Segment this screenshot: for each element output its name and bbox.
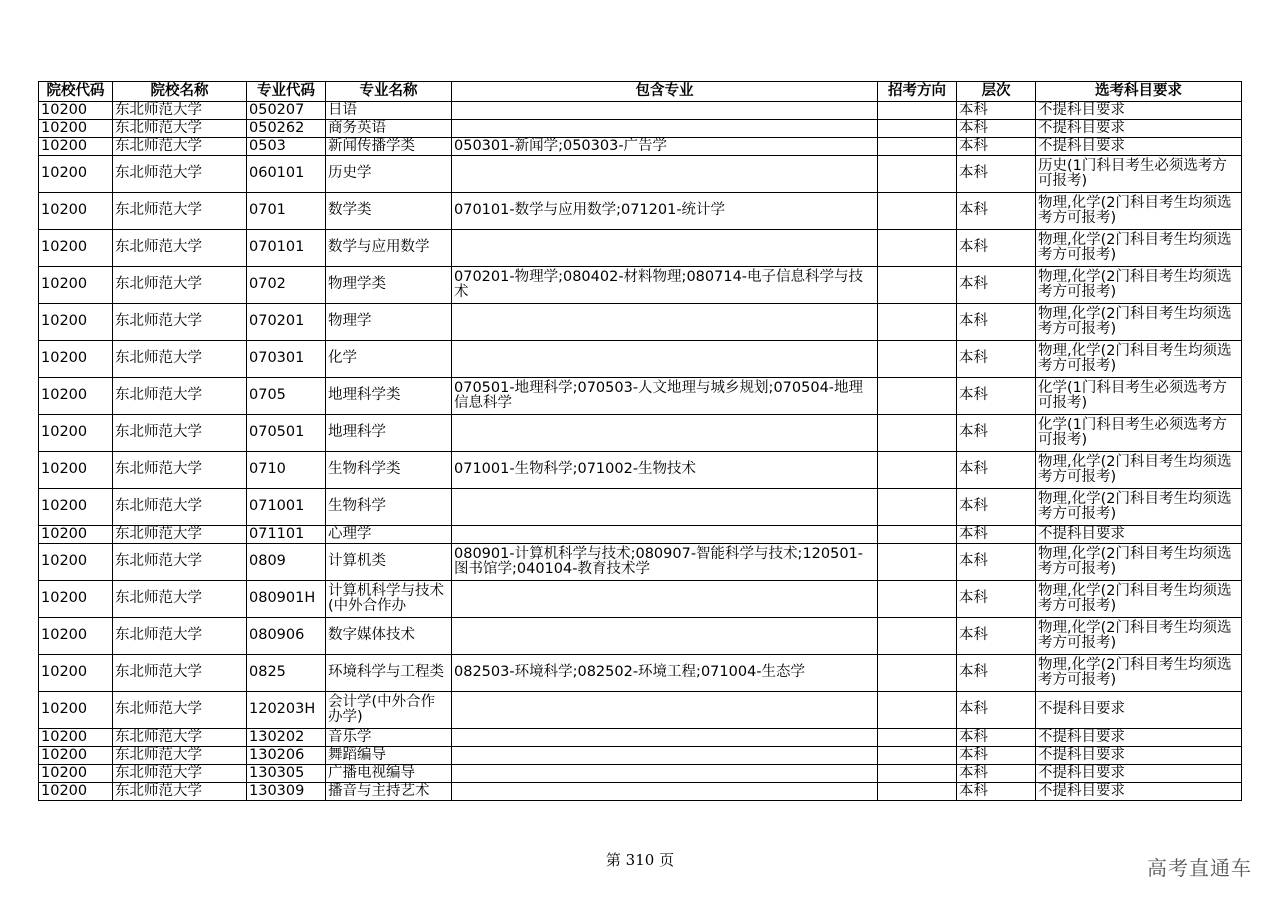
school-name-cell: 东北师范大学 bbox=[113, 655, 247, 692]
school-name-cell: 东北师范大学 bbox=[113, 193, 247, 230]
direction-cell bbox=[878, 692, 957, 729]
table-row bbox=[39, 729, 1242, 747]
school-code-cell: 10200 bbox=[39, 452, 113, 489]
subject-requirement-cell: 物理,化学(2门科目考生均须选考方可报考) bbox=[1036, 581, 1242, 618]
major-code-cell: 050207 bbox=[247, 102, 326, 120]
school-code-cell: 10200 bbox=[39, 526, 113, 544]
level-cell: 本科 bbox=[957, 765, 1036, 783]
subject-requirement-cell: 物理,化学(2门科目考生均须选考方可报考) bbox=[1036, 193, 1242, 230]
table-row bbox=[39, 156, 1242, 193]
subject-requirement-cell: 不提科目要求 bbox=[1036, 783, 1242, 801]
school-name-cell: 东北师范大学 bbox=[113, 120, 247, 138]
direction-cell bbox=[878, 729, 957, 747]
direction-cell bbox=[878, 120, 957, 138]
included-majors-cell bbox=[452, 729, 878, 747]
school-code-cell: 10200 bbox=[39, 489, 113, 526]
included-majors-cell bbox=[452, 489, 878, 526]
header-major-code: 专业代码 bbox=[247, 82, 326, 102]
table-row bbox=[39, 120, 1242, 138]
direction-cell bbox=[878, 452, 957, 489]
included-majors-cell bbox=[452, 747, 878, 765]
major-code-cell: 130202 bbox=[247, 729, 326, 747]
header-included-majors: 包含专业 bbox=[452, 82, 878, 102]
level-cell: 本科 bbox=[957, 655, 1036, 692]
major-name-cell: 日语 bbox=[326, 102, 452, 120]
table-row bbox=[39, 267, 1242, 304]
school-code-cell: 10200 bbox=[39, 765, 113, 783]
table-row bbox=[39, 655, 1242, 692]
included-majors-cell bbox=[452, 304, 878, 341]
level-cell: 本科 bbox=[957, 193, 1036, 230]
subject-requirement-cell: 物理,化学(2门科目考生均须选考方可报考) bbox=[1036, 489, 1242, 526]
major-name-cell: 播音与主持艺术 bbox=[326, 783, 452, 801]
major-name-cell: 新闻传播学类 bbox=[326, 138, 452, 156]
school-name-cell: 东北师范大学 bbox=[113, 618, 247, 655]
direction-cell bbox=[878, 267, 957, 304]
level-cell: 本科 bbox=[957, 156, 1036, 193]
major-code-cell: 120203H bbox=[247, 692, 326, 729]
included-majors-cell: 071001-生物科学;071002-生物技术 bbox=[452, 452, 878, 489]
direction-cell bbox=[878, 138, 957, 156]
school-name-cell: 东北师范大学 bbox=[113, 544, 247, 581]
school-name-cell: 东北师范大学 bbox=[113, 452, 247, 489]
major-code-cell: 060101 bbox=[247, 156, 326, 193]
subject-requirement-cell: 不提科目要求 bbox=[1036, 729, 1242, 747]
major-code-cell: 130309 bbox=[247, 783, 326, 801]
subject-requirement-cell: 物理,化学(2门科目考生均须选考方可报考) bbox=[1036, 341, 1242, 378]
level-cell: 本科 bbox=[957, 378, 1036, 415]
subject-requirement-cell: 不提科目要求 bbox=[1036, 765, 1242, 783]
major-code-cell: 130206 bbox=[247, 747, 326, 765]
level-cell: 本科 bbox=[957, 544, 1036, 581]
school-code-cell: 10200 bbox=[39, 378, 113, 415]
school-name-cell: 东北师范大学 bbox=[113, 692, 247, 729]
table-row bbox=[39, 452, 1242, 489]
direction-cell bbox=[878, 618, 957, 655]
major-name-cell: 心理学 bbox=[326, 526, 452, 544]
school-code-cell: 10200 bbox=[39, 193, 113, 230]
table-row bbox=[39, 304, 1242, 341]
table-row bbox=[39, 747, 1242, 765]
school-name-cell: 东北师范大学 bbox=[113, 102, 247, 120]
school-name-cell: 东北师范大学 bbox=[113, 267, 247, 304]
subject-requirement-cell: 不提科目要求 bbox=[1036, 692, 1242, 729]
major-name-cell: 广播电视编导 bbox=[326, 765, 452, 783]
major-code-cell: 130305 bbox=[247, 765, 326, 783]
major-code-cell: 080901H bbox=[247, 581, 326, 618]
included-majors-cell: 082503-环境科学;082502-环境工程;071004-生态学 bbox=[452, 655, 878, 692]
school-code-cell: 10200 bbox=[39, 230, 113, 267]
school-code-cell: 10200 bbox=[39, 692, 113, 729]
school-name-cell: 东北师范大学 bbox=[113, 489, 247, 526]
major-name-cell: 历史学 bbox=[326, 156, 452, 193]
included-majors-cell bbox=[452, 341, 878, 378]
school-name-cell: 东北师范大学 bbox=[113, 729, 247, 747]
included-majors-cell bbox=[452, 692, 878, 729]
included-majors-cell bbox=[452, 526, 878, 544]
major-code-cell: 0705 bbox=[247, 378, 326, 415]
admission-table bbox=[38, 81, 1242, 801]
school-name-cell: 东北师范大学 bbox=[113, 581, 247, 618]
major-name-cell: 地理科学类 bbox=[326, 378, 452, 415]
table-row bbox=[39, 138, 1242, 156]
level-cell: 本科 bbox=[957, 618, 1036, 655]
major-code-cell: 070201 bbox=[247, 304, 326, 341]
direction-cell bbox=[878, 102, 957, 120]
major-name-cell: 音乐学 bbox=[326, 729, 452, 747]
header-level: 层次 bbox=[957, 82, 1036, 102]
table-row bbox=[39, 230, 1242, 267]
level-cell: 本科 bbox=[957, 489, 1036, 526]
subject-requirement-cell: 物理,化学(2门科目考生均须选考方可报考) bbox=[1036, 304, 1242, 341]
subject-requirement-cell: 化学(1门科目考生必须选考方可报考) bbox=[1036, 378, 1242, 415]
subject-requirement-cell: 不提科目要求 bbox=[1036, 102, 1242, 120]
header-direction: 招考方向 bbox=[878, 82, 957, 102]
level-cell: 本科 bbox=[957, 415, 1036, 452]
table-row bbox=[39, 526, 1242, 544]
school-code-cell: 10200 bbox=[39, 304, 113, 341]
subject-requirement-cell: 物理,化学(2门科目考生均须选考方可报考) bbox=[1036, 655, 1242, 692]
subject-requirement-cell: 物理,化学(2门科目考生均须选考方可报考) bbox=[1036, 452, 1242, 489]
major-code-cell: 050262 bbox=[247, 120, 326, 138]
school-code-cell: 10200 bbox=[39, 618, 113, 655]
level-cell: 本科 bbox=[957, 304, 1036, 341]
direction-cell bbox=[878, 193, 957, 230]
major-name-cell: 物理学类 bbox=[326, 267, 452, 304]
school-code-cell: 10200 bbox=[39, 102, 113, 120]
table-row bbox=[39, 102, 1242, 120]
table-row bbox=[39, 415, 1242, 452]
major-code-cell: 0825 bbox=[247, 655, 326, 692]
school-code-cell: 10200 bbox=[39, 783, 113, 801]
major-code-cell: 080906 bbox=[247, 618, 326, 655]
direction-cell bbox=[878, 378, 957, 415]
header-school-name: 院校名称 bbox=[113, 82, 247, 102]
header-major-name: 专业名称 bbox=[326, 82, 452, 102]
subject-requirement-cell: 不提科目要求 bbox=[1036, 747, 1242, 765]
school-code-cell: 10200 bbox=[39, 544, 113, 581]
school-code-cell: 10200 bbox=[39, 415, 113, 452]
school-name-cell: 东北师范大学 bbox=[113, 304, 247, 341]
direction-cell bbox=[878, 765, 957, 783]
direction-cell bbox=[878, 304, 957, 341]
table-row bbox=[39, 193, 1242, 230]
school-code-cell: 10200 bbox=[39, 341, 113, 378]
included-majors-cell bbox=[452, 230, 878, 267]
school-name-cell: 东北师范大学 bbox=[113, 415, 247, 452]
major-name-cell: 商务英语 bbox=[326, 120, 452, 138]
level-cell: 本科 bbox=[957, 230, 1036, 267]
school-name-cell: 东北师范大学 bbox=[113, 747, 247, 765]
direction-cell bbox=[878, 581, 957, 618]
included-majors-cell bbox=[452, 120, 878, 138]
school-code-cell: 10200 bbox=[39, 747, 113, 765]
table-row bbox=[39, 544, 1242, 581]
major-code-cell: 0702 bbox=[247, 267, 326, 304]
level-cell: 本科 bbox=[957, 267, 1036, 304]
direction-cell bbox=[878, 341, 957, 378]
included-majors-cell bbox=[452, 415, 878, 452]
major-code-cell: 0710 bbox=[247, 452, 326, 489]
table-row bbox=[39, 378, 1242, 415]
table-row bbox=[39, 783, 1242, 801]
subject-requirement-cell: 物理,化学(2门科目考生均须选考方可报考) bbox=[1036, 618, 1242, 655]
direction-cell bbox=[878, 230, 957, 267]
level-cell: 本科 bbox=[957, 783, 1036, 801]
school-code-cell: 10200 bbox=[39, 138, 113, 156]
subject-requirement-cell: 不提科目要求 bbox=[1036, 138, 1242, 156]
major-name-cell: 化学 bbox=[326, 341, 452, 378]
table-row bbox=[39, 581, 1242, 618]
direction-cell bbox=[878, 156, 957, 193]
major-code-cell: 070301 bbox=[247, 341, 326, 378]
school-name-cell: 东北师范大学 bbox=[113, 230, 247, 267]
header-school-code: 院校代码 bbox=[39, 82, 113, 102]
school-name-cell: 东北师范大学 bbox=[113, 526, 247, 544]
included-majors-cell bbox=[452, 156, 878, 193]
level-cell: 本科 bbox=[957, 341, 1036, 378]
major-code-cell: 071001 bbox=[247, 489, 326, 526]
level-cell: 本科 bbox=[957, 729, 1036, 747]
school-name-cell: 东北师范大学 bbox=[113, 378, 247, 415]
direction-cell bbox=[878, 489, 957, 526]
school-name-cell: 东北师范大学 bbox=[113, 138, 247, 156]
school-name-cell: 东北师范大学 bbox=[113, 765, 247, 783]
direction-cell bbox=[878, 747, 957, 765]
included-majors-cell bbox=[452, 581, 878, 618]
major-name-cell: 环境科学与工程类 bbox=[326, 655, 452, 692]
direction-cell bbox=[878, 655, 957, 692]
school-code-cell: 10200 bbox=[39, 156, 113, 193]
level-cell: 本科 bbox=[957, 526, 1036, 544]
school-code-cell: 10200 bbox=[39, 120, 113, 138]
included-majors-cell bbox=[452, 765, 878, 783]
included-majors-cell bbox=[452, 783, 878, 801]
major-code-cell: 070501 bbox=[247, 415, 326, 452]
table-row bbox=[39, 489, 1242, 526]
major-name-cell: 生物科学类 bbox=[326, 452, 452, 489]
major-code-cell: 0503 bbox=[247, 138, 326, 156]
school-name-cell: 东北师范大学 bbox=[113, 341, 247, 378]
subject-requirement-cell: 不提科目要求 bbox=[1036, 526, 1242, 544]
school-name-cell: 东北师范大学 bbox=[113, 783, 247, 801]
subject-requirement-cell: 不提科目要求 bbox=[1036, 120, 1242, 138]
subject-requirement-cell: 物理,化学(2门科目考生均须选考方可报考) bbox=[1036, 230, 1242, 267]
level-cell: 本科 bbox=[957, 747, 1036, 765]
included-majors-cell: 050301-新闻学;050303-广告学 bbox=[452, 138, 878, 156]
table-row bbox=[39, 341, 1242, 378]
subject-requirement-cell: 物理,化学(2门科目考生均须选考方可报考) bbox=[1036, 267, 1242, 304]
major-name-cell: 舞蹈编导 bbox=[326, 747, 452, 765]
subject-requirement-cell: 历史(1门科目考生必须选考方可报考) bbox=[1036, 156, 1242, 193]
included-majors-cell: 070501-地理科学;070503-人文地理与城乡规划;070504-地理信息科学 bbox=[452, 378, 878, 415]
school-code-cell: 10200 bbox=[39, 581, 113, 618]
level-cell: 本科 bbox=[957, 102, 1036, 120]
included-majors-cell: 070201-物理学;080402-材料物理;080714-电子信息科学与技术 bbox=[452, 267, 878, 304]
level-cell: 本科 bbox=[957, 120, 1036, 138]
included-majors-cell: 070101-数学与应用数学;071201-统计学 bbox=[452, 193, 878, 230]
major-code-cell: 070101 bbox=[247, 230, 326, 267]
direction-cell bbox=[878, 415, 957, 452]
major-name-cell: 生物科学 bbox=[326, 489, 452, 526]
level-cell: 本科 bbox=[957, 692, 1036, 729]
level-cell: 本科 bbox=[957, 138, 1036, 156]
major-name-cell: 数学类 bbox=[326, 193, 452, 230]
table-row bbox=[39, 765, 1242, 783]
page-number: 第 310 页 bbox=[605, 851, 675, 869]
included-majors-cell: 080901-计算机科学与技术;080907-智能科学与技术;120501-图书馆学;040104-教育技术学 bbox=[452, 544, 878, 581]
header-subject-requirement: 选考科目要求 bbox=[1036, 82, 1242, 102]
major-name-cell: 数学与应用数学 bbox=[326, 230, 452, 267]
school-code-cell: 10200 bbox=[39, 267, 113, 304]
school-code-cell: 10200 bbox=[39, 655, 113, 692]
table-row bbox=[39, 618, 1242, 655]
major-name-cell: 地理科学 bbox=[326, 415, 452, 452]
major-code-cell: 0809 bbox=[247, 544, 326, 581]
major-name-cell: 物理学 bbox=[326, 304, 452, 341]
major-code-cell: 0701 bbox=[247, 193, 326, 230]
included-majors-cell bbox=[452, 618, 878, 655]
direction-cell bbox=[878, 526, 957, 544]
subject-requirement-cell: 物理,化学(2门科目考生均须选考方可报考) bbox=[1036, 544, 1242, 581]
major-name-cell: 会计学(中外合作办学) bbox=[326, 692, 452, 729]
major-name-cell: 数字媒体技术 bbox=[326, 618, 452, 655]
direction-cell bbox=[878, 544, 957, 581]
major-name-cell: 计算机类 bbox=[326, 544, 452, 581]
subject-requirement-cell: 化学(1门科目考生必须选考方可报考) bbox=[1036, 415, 1242, 452]
school-code-cell: 10200 bbox=[39, 729, 113, 747]
level-cell: 本科 bbox=[957, 581, 1036, 618]
major-code-cell: 071101 bbox=[247, 526, 326, 544]
table-row bbox=[39, 692, 1242, 729]
direction-cell bbox=[878, 783, 957, 801]
level-cell: 本科 bbox=[957, 452, 1036, 489]
table-header-row bbox=[39, 82, 1242, 102]
major-name-cell: 计算机科学与技术(中外合作办 bbox=[326, 581, 452, 618]
watermark-logo: 高考直通车 bbox=[1147, 856, 1252, 880]
school-name-cell: 东北师范大学 bbox=[113, 156, 247, 193]
included-majors-cell bbox=[452, 102, 878, 120]
